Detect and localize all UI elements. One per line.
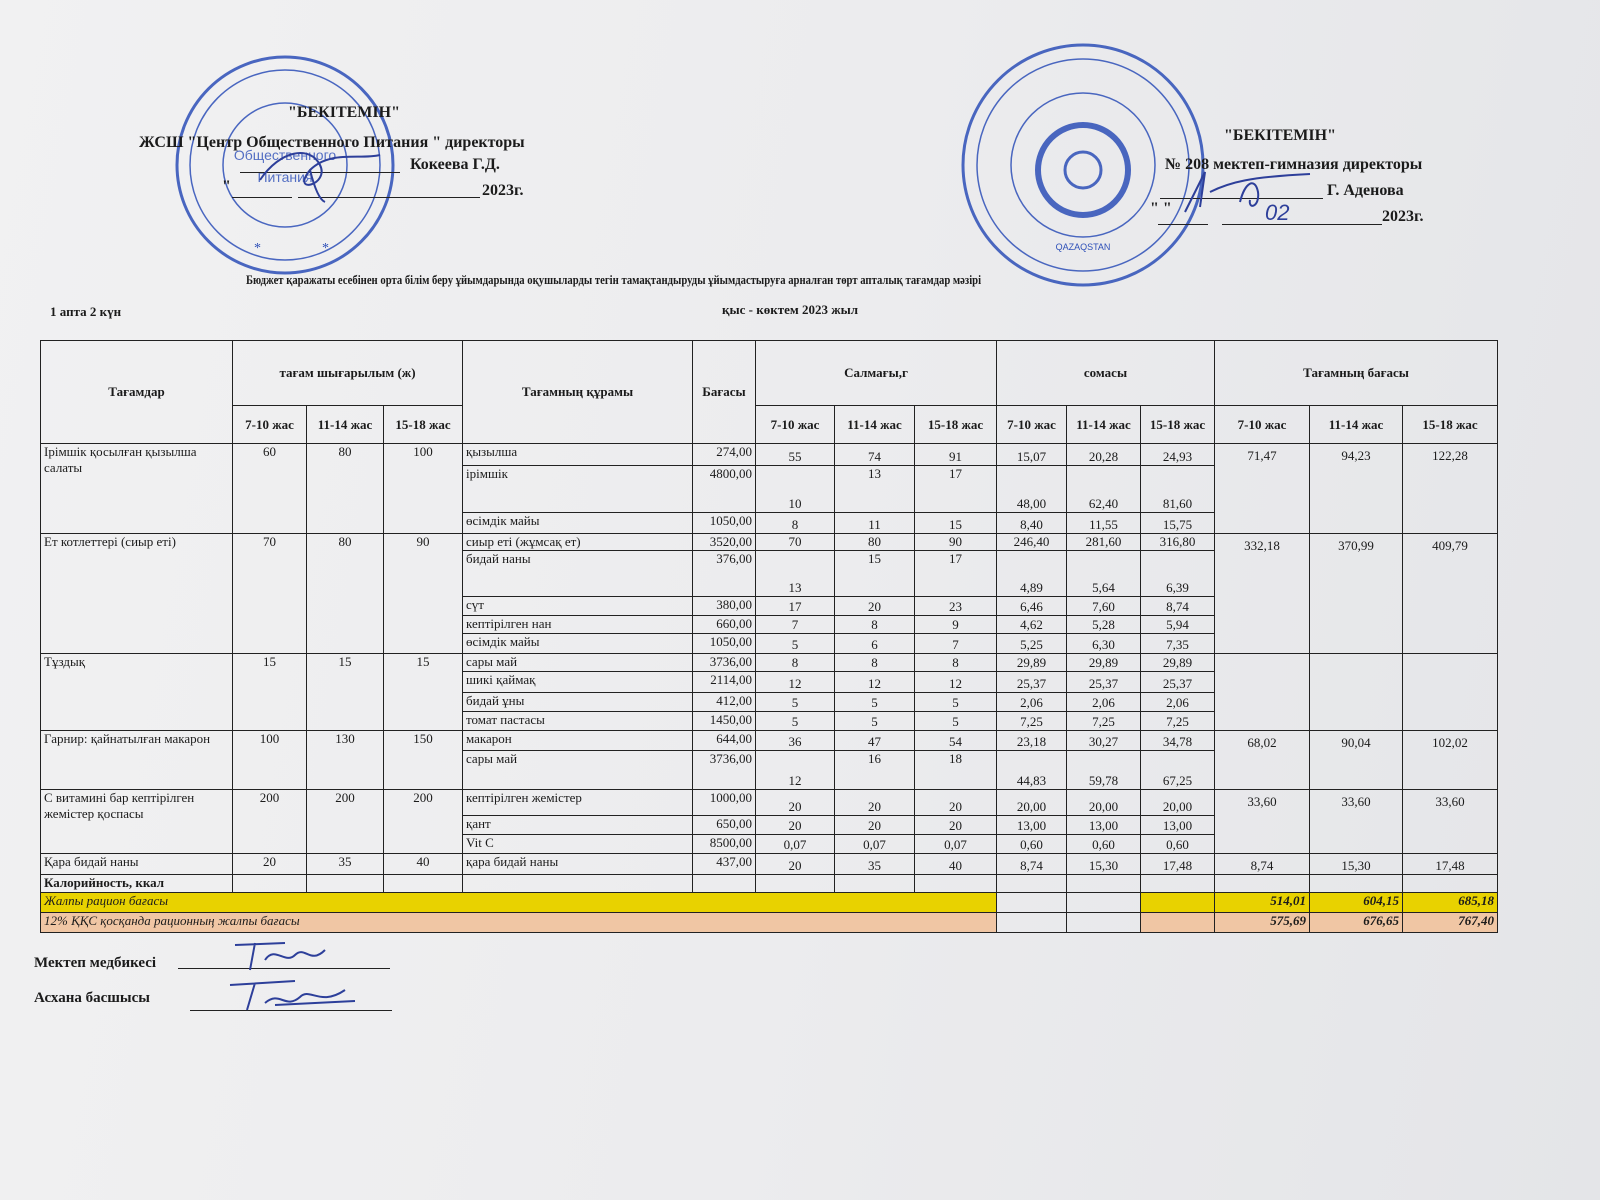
right-day-line — [1158, 224, 1208, 225]
header-dish-price-age: 11-14 жас — [1310, 406, 1403, 444]
ingredient-weight: 18 — [915, 751, 997, 790]
ingredient-weight: 15 — [835, 551, 915, 597]
right-approval-org: № 208 мектеп-гимназия директоры — [1165, 156, 1423, 173]
dish-output: 15 — [233, 654, 307, 731]
ingredient-weight: 12 — [835, 672, 915, 693]
header-dish-price: Тағамның бағасы — [1215, 341, 1498, 406]
ingredient-sum: 20,00 — [1067, 790, 1141, 816]
ingredient-sum: 0,60 — [997, 835, 1067, 854]
ingredient-weight: 9 — [915, 616, 997, 634]
total-label: Жалпы рацион бағасы — [41, 893, 997, 913]
svg-text:Питания: Питания — [257, 169, 313, 185]
left-approval-org: ЖСШ "Центр Общественного Питания " директоры — [139, 134, 525, 151]
dish-output: 90 — [384, 534, 463, 654]
document-title: Бюджет қаражаты есебінен орта білім беру ұйымдарында оқушыларды тегін тамақтандыруды ұйымдастыруға арналған төрт апталық тағамдар мәзірі — [246, 272, 982, 287]
calories-cell — [1403, 875, 1498, 893]
ingredient-price: 8500,00 — [693, 835, 756, 854]
right-director-signature — [1170, 162, 1320, 222]
ingredient-row — [41, 444, 1498, 466]
dish-name: Ірімшік қосылған қызылша салаты — [41, 444, 233, 534]
ingredient-weight: 17 — [915, 466, 997, 513]
ingredient-sum: 20,00 — [997, 790, 1067, 816]
ingredient-weight: 12 — [756, 672, 835, 693]
ingredient-sum: 29,89 — [1067, 654, 1141, 672]
ingredient-sum: 59,78 — [1067, 751, 1141, 790]
ingredient-sum: 7,25 — [997, 712, 1067, 731]
ingredient-name: өсімдік майы — [463, 513, 693, 534]
ingredient-weight: 15 — [915, 513, 997, 534]
ingredient-weight: 8 — [835, 654, 915, 672]
ingredient-weight: 5 — [915, 712, 997, 731]
ingredient-price: 1050,00 — [693, 634, 756, 654]
ingredient-sum: 13,00 — [1141, 816, 1215, 835]
ingredient-price: 644,00 — [693, 731, 756, 751]
ingredient-weight: 11 — [835, 513, 915, 534]
ingredient-sum: 5,64 — [1067, 551, 1141, 597]
ingredient-weight: 0,07 — [756, 835, 835, 854]
ingredient-price: 4800,00 — [693, 466, 756, 513]
ingredient-sum: 67,25 — [1141, 751, 1215, 790]
ingredient-weight: 8 — [756, 513, 835, 534]
ingredient-weight: 20 — [835, 816, 915, 835]
header-composition: Тағамның құрамы — [463, 341, 693, 444]
ingredient-sum: 6,39 — [1141, 551, 1215, 597]
ingredient-weight: 5 — [915, 693, 997, 712]
dish-cost: 15,30 — [1310, 854, 1403, 875]
ingredient-price: 3520,00 — [693, 534, 756, 551]
ingredient-weight: 17 — [756, 597, 835, 616]
header-sum-age: 11-14 жас — [1067, 406, 1141, 444]
ingredient-name: кептірілген жемістер — [463, 790, 693, 816]
ingredient-sum: 20,28 — [1067, 444, 1141, 466]
ingredient-weight: 5 — [756, 693, 835, 712]
header-output-age: 15-18 жас — [384, 406, 463, 444]
ingredient-name: сүт — [463, 597, 693, 616]
ingredient-sum: 7,35 — [1141, 634, 1215, 654]
calories-cell — [1141, 875, 1215, 893]
ingredient-weight: 16 — [835, 751, 915, 790]
ingredient-sum: 81,60 — [1141, 466, 1215, 513]
ingredient-sum: 2,06 — [997, 693, 1067, 712]
dish-name: Гарнир: қайнатылған макарон — [41, 731, 233, 790]
ingredient-name: ірімшік — [463, 466, 693, 513]
header-sum-age: 7-10 жас — [997, 406, 1067, 444]
ingredient-weight: 5 — [756, 634, 835, 654]
ingredient-weight: 8 — [756, 654, 835, 672]
dish-cost: 94,23 — [1310, 444, 1403, 534]
header-weight-age: 7-10 жас — [756, 406, 835, 444]
ingredient-sum: 48,00 — [997, 466, 1067, 513]
dish-name: С витамині бар кептірілген жемістер қоспасы — [41, 790, 233, 854]
dish-output: 20 — [233, 854, 307, 875]
dish-cost: 8,74 — [1215, 854, 1310, 875]
ingredient-sum: 4,62 — [997, 616, 1067, 634]
left-date-quote: " — [222, 178, 231, 195]
vat_total-blank — [997, 913, 1067, 933]
ingredient-sum: 17,48 — [1141, 854, 1215, 875]
dish-cost: 102,02 — [1403, 731, 1498, 790]
ingredient-sum: 7,25 — [1141, 712, 1215, 731]
calories-cell — [384, 875, 463, 893]
dish-output: 60 — [233, 444, 307, 534]
ingredient-name: макарон — [463, 731, 693, 751]
ingredient-sum: 11,55 — [1067, 513, 1141, 534]
ingredient-weight: 5 — [756, 712, 835, 731]
ingredient-sum: 25,37 — [997, 672, 1067, 693]
ingredient-weight: 74 — [835, 444, 915, 466]
ingredient-weight: 20 — [756, 816, 835, 835]
dish-cost: 90,04 — [1310, 731, 1403, 790]
nurse-signature — [225, 935, 355, 975]
ingredient-sum: 5,94 — [1141, 616, 1215, 634]
dish-cost: 332,18 — [1215, 534, 1310, 654]
ingredient-weight: 36 — [756, 731, 835, 751]
ingredient-price: 1450,00 — [693, 712, 756, 731]
ingredient-weight: 20 — [756, 854, 835, 875]
ingredient-row — [41, 654, 1498, 672]
left-approval-heading: "БЕКІТЕМІН" — [288, 104, 400, 121]
right-month-line — [1222, 224, 1382, 225]
ingredient-weight: 20 — [915, 790, 997, 816]
header-dish-price-age: 7-10 жас — [1215, 406, 1310, 444]
dish-cost: 17,48 — [1403, 854, 1498, 875]
dish-cost: 33,60 — [1215, 790, 1310, 854]
ingredient-name: сары май — [463, 654, 693, 672]
ingredient-sum: 8,74 — [997, 854, 1067, 875]
dish-output: 15 — [307, 654, 384, 731]
dish-name: Тұздық — [41, 654, 233, 731]
vat_total-value: 767,40 — [1403, 913, 1498, 933]
ingredient-sum: 7,60 — [1067, 597, 1141, 616]
ingredient-sum: 4,89 — [997, 551, 1067, 597]
ingredient-weight: 5 — [835, 712, 915, 731]
ingredient-weight: 47 — [835, 731, 915, 751]
vat_total-value: 676,65 — [1310, 913, 1403, 933]
ingredient-weight: 10 — [756, 466, 835, 513]
ingredient-weight: 23 — [915, 597, 997, 616]
header-weight-age: 15-18 жас — [915, 406, 997, 444]
right-date-month: 02 — [1265, 200, 1290, 225]
ingredient-name: сары май — [463, 751, 693, 790]
header-weight-age: 11-14 жас — [835, 406, 915, 444]
vat_total-label: 12% ҚҚС қосқанда рационның жалпы бағасы — [41, 913, 997, 933]
calories-label: Калорийность, ккал — [41, 875, 233, 893]
ingredient-sum: 34,78 — [1141, 731, 1215, 751]
ingredient-price: 1000,00 — [693, 790, 756, 816]
ingredient-weight: 35 — [835, 854, 915, 875]
week-day-label: 1 апта 2 күн — [50, 304, 122, 319]
ingredient-row — [41, 854, 1498, 875]
dish-output: 200 — [384, 790, 463, 854]
ingredient-weight: 20 — [915, 816, 997, 835]
ingredient-weight: 91 — [915, 444, 997, 466]
ingredient-sum: 23,18 — [997, 731, 1067, 751]
ingredient-weight: 20 — [835, 790, 915, 816]
ingredient-sum: 0,60 — [1141, 835, 1215, 854]
ingredient-price: 3736,00 — [693, 654, 756, 672]
dish-cost: 370,99 — [1310, 534, 1403, 654]
calories-row — [41, 875, 1498, 893]
dish-output: 150 — [384, 731, 463, 790]
dish-output: 35 — [307, 854, 384, 875]
dish-cost: 409,79 — [1403, 534, 1498, 654]
ingredient-weight: 7 — [915, 634, 997, 654]
ingredient-name: қант — [463, 816, 693, 835]
ingredient-sum: 5,25 — [997, 634, 1067, 654]
dish-cost: 71,47 — [1215, 444, 1310, 534]
ingredient-sum: 24,93 — [1141, 444, 1215, 466]
ingredient-sum: 29,89 — [997, 654, 1067, 672]
header-sum-age: 15-18 жас — [1141, 406, 1215, 444]
svg-text:Общественного: Общественного — [233, 147, 337, 163]
total-value: 604,15 — [1310, 893, 1403, 913]
dish-output: 40 — [384, 854, 463, 875]
dish-cost: 122,28 — [1403, 444, 1498, 534]
ingredient-name: Vit C — [463, 835, 693, 854]
calories-cell — [1067, 875, 1141, 893]
ingredient-price: 380,00 — [693, 597, 756, 616]
ingredient-sum: 2,06 — [1067, 693, 1141, 712]
calories-cell — [835, 875, 915, 893]
ingredient-sum: 25,37 — [1141, 672, 1215, 693]
canteen-head-signature — [225, 975, 365, 1015]
ingredient-weight: 7 — [756, 616, 835, 634]
ingredient-weight: 8 — [915, 654, 997, 672]
ingredient-name: шикі қаймақ — [463, 672, 693, 693]
calories-cell — [307, 875, 384, 893]
ingredient-name: қызылша — [463, 444, 693, 466]
dish-output: 100 — [233, 731, 307, 790]
ingredient-sum: 15,75 — [1141, 513, 1215, 534]
calories-cell — [693, 875, 756, 893]
ingredient-name: сиыр еті (жұмсақ ет) — [463, 534, 693, 551]
ingredient-weight: 0,07 — [835, 835, 915, 854]
calories-cell — [915, 875, 997, 893]
header-dish-price-age: 15-18 жас — [1403, 406, 1498, 444]
left-approval-year: 2023г. — [482, 182, 524, 199]
ingredient-sum: 13,00 — [997, 816, 1067, 835]
ingredient-sum: 62,40 — [1067, 466, 1141, 513]
ingredient-sum: 20,00 — [1141, 790, 1215, 816]
dish-output: 80 — [307, 534, 384, 654]
header-output-age: 11-14 жас — [307, 406, 384, 444]
dish-output: 100 — [384, 444, 463, 534]
calories-cell — [233, 875, 307, 893]
canteen-head-label: Асхана басшысы — [34, 990, 151, 1006]
ingredient-name: қара бидай наны — [463, 854, 693, 875]
dish-cost: 68,02 — [1215, 731, 1310, 790]
ingredient-sum: 316,80 — [1141, 534, 1215, 551]
ingredient-price: 2114,00 — [693, 672, 756, 693]
ingredient-row — [41, 731, 1498, 751]
header-output-age: 7-10 жас — [233, 406, 307, 444]
ingredient-price: 660,00 — [693, 616, 756, 634]
header-output: тағам шығарылым (ж) — [233, 341, 463, 406]
svg-text:*: * — [322, 241, 329, 256]
ingredient-price: 412,00 — [693, 693, 756, 712]
ingredient-weight: 80 — [835, 534, 915, 551]
ingredient-sum: 0,60 — [1067, 835, 1141, 854]
header-weight: Салмағы,г — [756, 341, 997, 406]
dish-name: Ет котлеттері (сиыр еті) — [41, 534, 233, 654]
ingredient-price: 437,00 — [693, 854, 756, 875]
vat_total-blank — [1141, 913, 1215, 933]
ingredient-price: 3736,00 — [693, 751, 756, 790]
calories-cell — [756, 875, 835, 893]
ingredient-sum: 281,60 — [1067, 534, 1141, 551]
ingredient-name: кептірілген нан — [463, 616, 693, 634]
calories-cell — [997, 875, 1067, 893]
ingredient-price: 376,00 — [693, 551, 756, 597]
ingredient-weight: 8 — [835, 616, 915, 634]
vat_total-row — [41, 913, 1498, 933]
ingredient-sum: 2,06 — [1141, 693, 1215, 712]
ingredient-row — [41, 790, 1498, 816]
document-subtitle: қыс - көктем 2023 жыл — [722, 302, 859, 317]
calories-cell — [1215, 875, 1310, 893]
dish-output: 15 — [384, 654, 463, 731]
header-price: Бағасы — [693, 341, 756, 444]
ingredient-sum: 7,25 — [1067, 712, 1141, 731]
ingredient-sum: 8,74 — [1141, 597, 1215, 616]
svg-text:*: * — [254, 241, 261, 256]
right-approval-year: 2023г. — [1382, 208, 1424, 225]
ingredient-weight: 55 — [756, 444, 835, 466]
ingredient-sum: 13,00 — [1067, 816, 1141, 835]
ingredient-weight: 6 — [835, 634, 915, 654]
ingredient-price: 1050,00 — [693, 513, 756, 534]
header-sum: сомасы — [997, 341, 1215, 406]
ingredient-name: томат пастасы — [463, 712, 693, 731]
ingredient-weight: 0,07 — [915, 835, 997, 854]
dish-cost: 33,60 — [1403, 790, 1498, 854]
right-date-quotes: " " — [1150, 200, 1172, 217]
dish-name: Қара бидай наны — [41, 854, 233, 875]
dish-output: 80 — [307, 444, 384, 534]
vat_total-value: 575,69 — [1215, 913, 1310, 933]
total-value: 514,01 — [1215, 893, 1310, 913]
total-blank — [997, 893, 1067, 913]
ingredient-weight: 54 — [915, 731, 997, 751]
dish-output: 200 — [307, 790, 384, 854]
vat_total-blank — [1067, 913, 1141, 933]
total-blank — [1067, 893, 1141, 913]
ingredient-sum: 15,30 — [1067, 854, 1141, 875]
ingredient-name: бидай ұны — [463, 693, 693, 712]
ingredient-weight: 5 — [835, 693, 915, 712]
dish-cost: 33,60 — [1310, 790, 1403, 854]
ingredient-weight: 40 — [915, 854, 997, 875]
ingredient-sum: 25,37 — [1067, 672, 1141, 693]
calories-cell — [1310, 875, 1403, 893]
menu-table — [40, 340, 1498, 933]
ingredient-weight: 13 — [756, 551, 835, 597]
total-row — [41, 893, 1498, 913]
ingredient-sum: 5,28 — [1067, 616, 1141, 634]
ingredient-weight: 20 — [835, 597, 915, 616]
total-blank — [1141, 893, 1215, 913]
right-approval-heading: "БЕКІТЕМІН" — [1224, 127, 1336, 144]
ingredient-sum: 44,83 — [997, 751, 1067, 790]
ingredient-sum: 6,46 — [997, 597, 1067, 616]
ingredient-price: 274,00 — [693, 444, 756, 466]
dish-cost — [1215, 654, 1310, 731]
right-approval-name: Г. Аденова — [1327, 182, 1404, 199]
ingredient-weight: 20 — [756, 790, 835, 816]
ingredient-sum: 8,40 — [997, 513, 1067, 534]
ingredient-weight: 12 — [915, 672, 997, 693]
svg-text:QAZAQSTAN: QAZAQSTAN — [1055, 242, 1111, 252]
ingredient-sum: 6,30 — [1067, 634, 1141, 654]
header-dishes: Тағамдар — [41, 341, 233, 444]
ingredient-sum: 246,40 — [997, 534, 1067, 551]
dish-cost — [1403, 654, 1498, 731]
calories-cell — [463, 875, 693, 893]
ingredient-weight: 13 — [835, 466, 915, 513]
ingredient-price: 650,00 — [693, 816, 756, 835]
dish-output: 70 — [233, 534, 307, 654]
left-director-signature — [250, 140, 410, 210]
dish-cost — [1310, 654, 1403, 731]
ingredient-weight: 90 — [915, 534, 997, 551]
nurse-label: Мектеп медбикесі — [34, 955, 157, 971]
dish-output: 130 — [307, 731, 384, 790]
ingredient-name: өсімдік майы — [463, 634, 693, 654]
ingredient-weight: 17 — [915, 551, 997, 597]
ingredient-row — [41, 534, 1498, 551]
ingredient-weight: 70 — [756, 534, 835, 551]
dish-output: 200 — [233, 790, 307, 854]
ingredient-sum: 15,07 — [997, 444, 1067, 466]
total-value: 685,18 — [1403, 893, 1498, 913]
left-approval-name: Кокеева Г.Д. — [410, 156, 500, 173]
ingredient-name: бидай наны — [463, 551, 693, 597]
ingredient-sum: 29,89 — [1141, 654, 1215, 672]
ingredient-weight: 12 — [756, 751, 835, 790]
ingredient-sum: 30,27 — [1067, 731, 1141, 751]
